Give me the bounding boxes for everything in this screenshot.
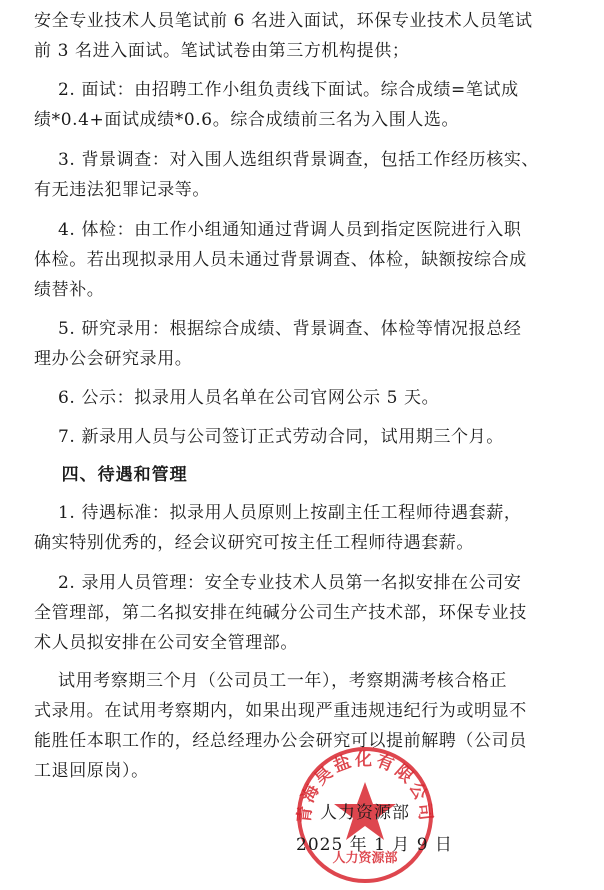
svg-text:人力资源部: 人力资源部 — [332, 851, 398, 866]
section-heading: 四、待遇和管理 — [34, 465, 188, 485]
text-line: 5. 研究录用：根据综合成绩、背景调查、体检等情况报总经 — [34, 319, 522, 339]
signature-department: 人力资源部 — [320, 803, 410, 823]
text-line: 2. 录用人员管理：安全专业技术人员第一名拟安排在公司安 — [34, 573, 522, 593]
text-line: 术人员拟安排在公司安全管理部。 — [34, 633, 298, 653]
text-line: 前 3 名进入面试。笔试试卷由第三方机构提供； — [34, 41, 410, 61]
text-line: 体检。若出现拟录用人员未通过背景调查、体检，缺额按综合成 — [34, 250, 527, 270]
text-line: 6. 公示：拟录用人员名单在公司官网公示 5 天。 — [34, 388, 440, 408]
text-line: 3. 背景调查：对入围人选组织背景调查，包括工作经历核实、 — [34, 150, 540, 170]
text-line: 能胜任本职工作的，经总经理办公会研究可以提前解聘（公司员 — [34, 731, 527, 751]
text-line: 式录用。在试用考察期内，如果出现严重违规违纪行为或明显不 — [34, 701, 527, 721]
signature-date: 2025 年 1 月 9 日 — [296, 835, 453, 855]
text-line: 安全专业技术人员笔试前 6 名进入面试，环保专业技术人员笔试 — [34, 11, 533, 31]
text-line: 理办公会研究录用。 — [34, 349, 193, 369]
text-line: 工退回原岗）。 — [34, 761, 149, 781]
text-line: 确实特别优秀的，经会议研究可按主任工程师待遇套薪。 — [34, 533, 474, 553]
text-line: 有无违法犯罪记录等。 — [34, 180, 210, 200]
text-line: 全管理部，第二名拟安排在纯碱分公司生产技术部，环保专业技 — [34, 603, 527, 623]
svg-text:青海昊盐化有限公司: 青海昊盐化有限公司 — [294, 749, 436, 825]
text-line: 1. 待遇标准：拟录用人员原则上按副主任工程师待遇套薪， — [34, 503, 522, 523]
text-line: 7. 新录用人员与公司签订正式劳动合同，试用期三个月。 — [34, 427, 504, 447]
text-line: 2. 面试：由招聘工作小组负责线下面试。综合成绩=笔试成 — [34, 80, 519, 100]
text-line: 绩替补。 — [34, 280, 105, 300]
text-line: 绩*0.4+面试成绩*0.6。综合成绩前三名为入围人选。 — [34, 110, 460, 130]
text-line: 4. 体检：由工作小组通知通过背调人员到指定医院进行入职 — [34, 220, 522, 240]
text-line: 试用考察期三个月（公司员工一年），考察期满考核合格正 — [34, 671, 508, 691]
